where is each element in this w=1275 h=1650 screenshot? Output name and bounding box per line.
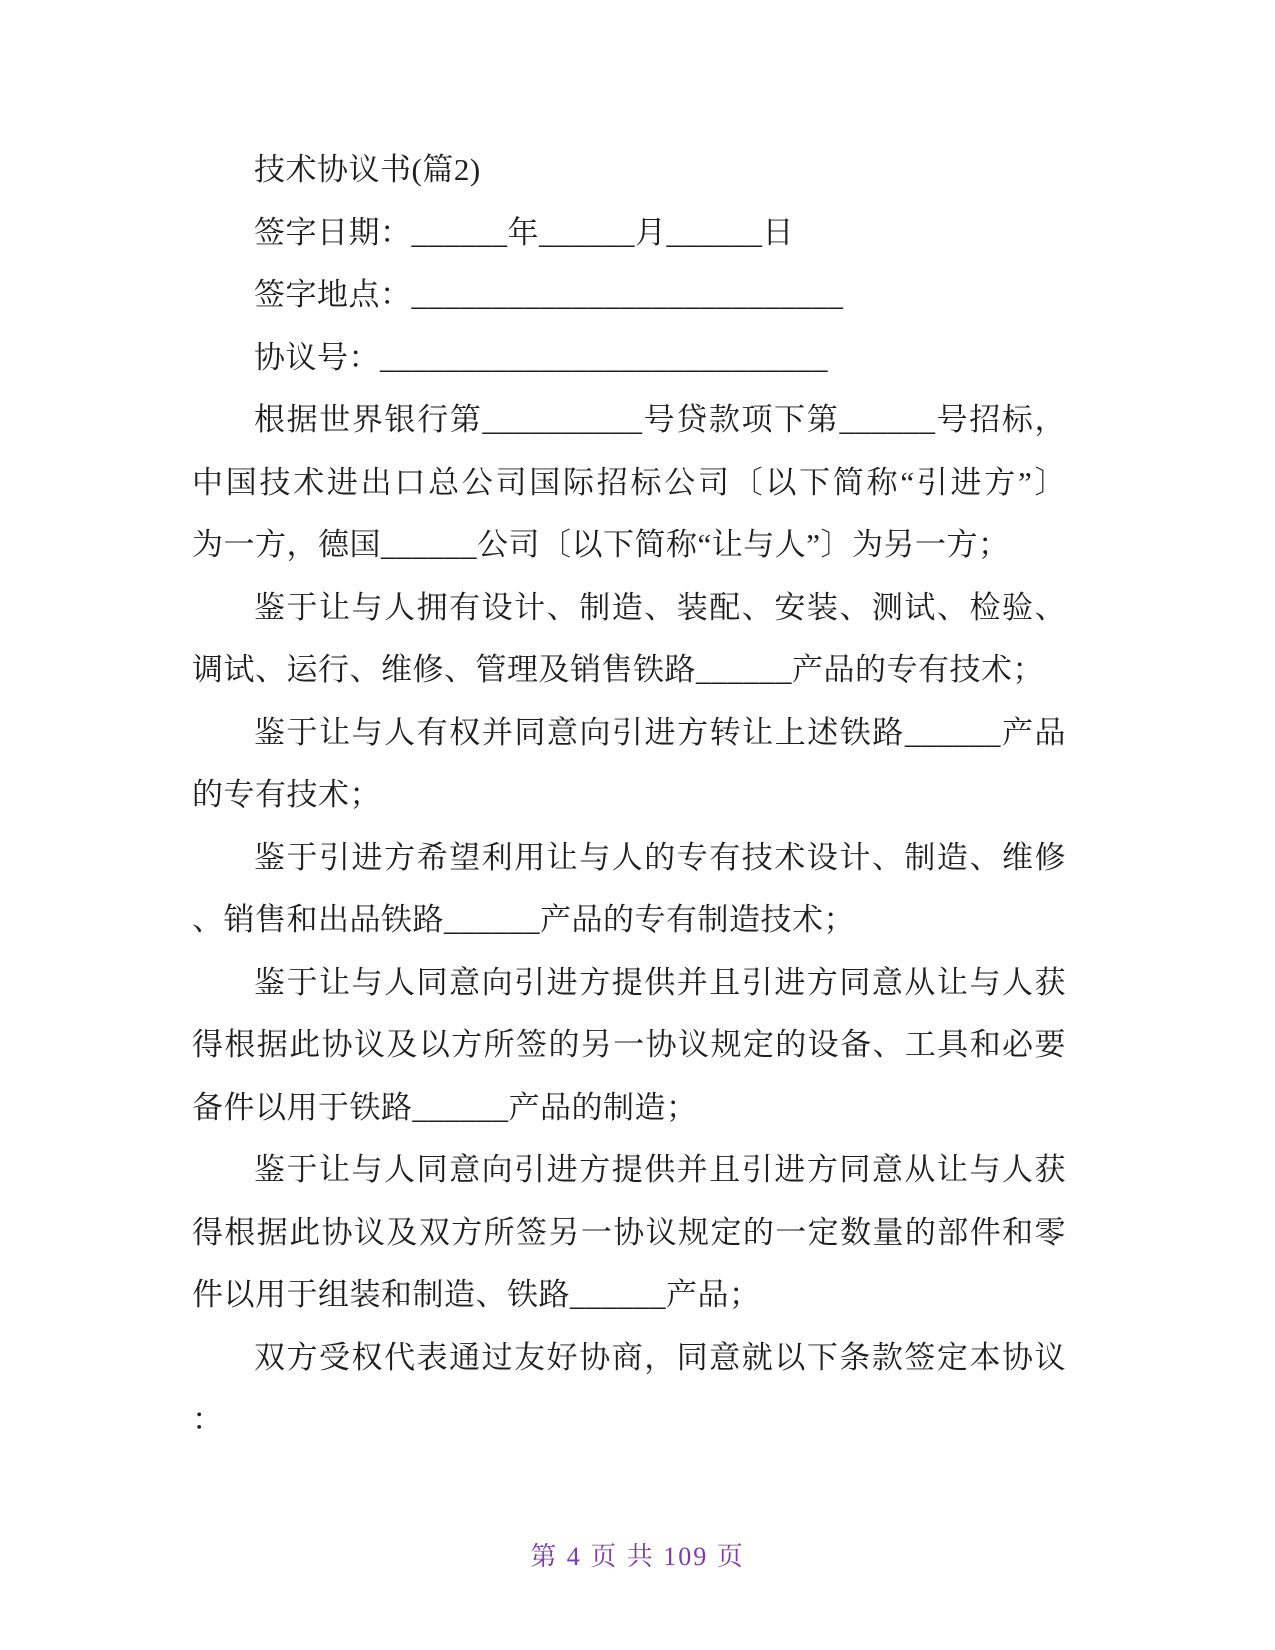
text-line: 双方受权代表通过友好协商，同意就以下条款签定本协议 <box>254 1339 1066 1375</box>
text-line: 鉴于让与人有权并同意向引进方转让上述铁路______产品 <box>254 714 1066 750</box>
text-line: 鉴于引进方希望利用让与人的专有技术设计、制造、维修 <box>254 839 1066 875</box>
text-line: 协议号：____________________________ <box>254 339 828 375</box>
text-line: 签字日期：______年______月______日 <box>254 214 794 250</box>
text-line: 的专有技术； <box>192 777 381 812</box>
text-line: 根据世界银行第__________号贷款项下第______号招标， <box>254 402 1066 437</box>
document-content <box>192 139 1066 1452</box>
text-line: 备件以用于铁路______产品的制造； <box>192 1089 698 1125</box>
text-line: 中国技术进出口总公司国际招标公司〔以下简称“引进方”〕 <box>192 464 1066 500</box>
text-line: 为一方，德国______公司〔以下简称“让与人”〕为另一方； <box>192 527 1010 562</box>
text-line: 得根据此协议及以方所签的另一协议规定的设备、工具和必要 <box>192 1027 1066 1062</box>
text-line: 得根据此协议及双方所签另一协议规定的一定数量的部件和零 <box>192 1214 1066 1250</box>
text-line: 技术协议书(篇2) <box>254 152 481 187</box>
page-footer: 第 4 页 共 109 页 <box>530 1542 745 1571</box>
text-line: 调试、运行、维修、管理及销售铁路______产品的专有技术； <box>192 652 1044 687</box>
text-line: 签字地点：___________________________ <box>254 277 844 312</box>
text-line: 鉴于让与人同意向引进方提供并且引进方同意从让与人获 <box>254 1152 1066 1187</box>
text-line: 鉴于让与人拥有设计、制造、装配、安装、测试、检验、 <box>254 589 1066 625</box>
text-line: 件以用于组装和制造、铁路______产品； <box>192 1277 761 1312</box>
text-line: ： <box>192 1402 224 1437</box>
text-line: 鉴于让与人同意向引进方提供并且引进方同意从让与人获 <box>254 964 1066 1000</box>
text-line: 、销售和出品铁路______产品的专有制造技术； <box>192 902 855 937</box>
